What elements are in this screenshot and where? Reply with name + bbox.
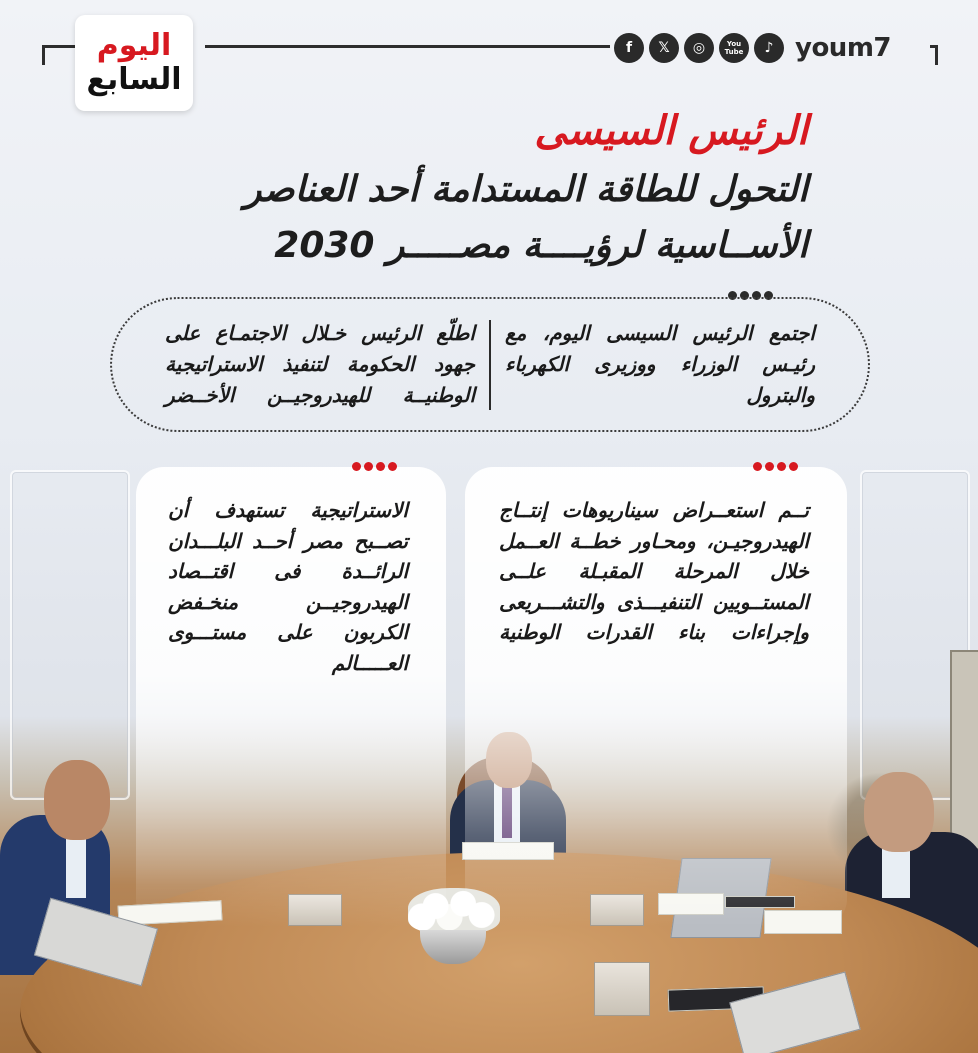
- facebook-icon[interactable]: f: [614, 33, 644, 63]
- headline-line-2: الأســاسية لرؤيــــة مصـــــر 2030: [274, 225, 808, 266]
- nameplate-3: [594, 962, 650, 1016]
- card-right-text: تــم استعــراض سيناريوهات إنتــاج الهيدروجيـن، ومحـاور خطــة العــمل خلال المرحلة المقبـلة علــى المستــويين التنفيـــذى والتشـــريعى وإجراءات بناء القدرات الوطنية: [499, 498, 809, 644]
- social-links: [614, 30, 891, 66]
- instagram-icon[interactable]: ◎: [684, 33, 714, 63]
- frame-corner-left: [42, 45, 45, 65]
- door: [950, 650, 978, 850]
- tiktok-icon[interactable]: ♪: [754, 33, 784, 63]
- card-right-dots: [753, 462, 798, 471]
- logo-line-1: اليوم: [96, 28, 172, 63]
- card-right: [465, 467, 847, 927]
- card-left: [136, 467, 446, 927]
- card-left-text: الاستراتيجية تستهدف أن تصــبح مصر أحــد البلـــدان الرائــدة فى اقتــصاد الهيدروجيــن منخـفض الكربون على مستـــوى العـــــالم: [168, 498, 408, 675]
- info-divider: [489, 320, 491, 410]
- title-block: [108, 100, 808, 274]
- youm7-logo[interactable]: [75, 15, 193, 111]
- x-icon[interactable]: 𝕏: [649, 33, 679, 63]
- frame-corner-right: [935, 45, 938, 65]
- headline-line-1: التحول للطاقة المستدامة أحد العناصر: [244, 169, 808, 210]
- brand-name: youm7: [795, 33, 892, 63]
- info-text-left: اطلّع الرئيس خـلال الاجتمـاع على جهود الحكومة لتنفيذ الاستراتيجية الوطنيــة للهيدروجيــن الأخــضر: [165, 321, 475, 407]
- youtube-icon[interactable]: You Tube: [719, 33, 749, 63]
- logo-line-2: السابع: [86, 62, 182, 97]
- wall-panel-left: [10, 470, 130, 800]
- president-title: الرئيس السيسى: [534, 108, 808, 154]
- info-text-right: اجتمع الرئيس السيسى اليوم، مع رئيـس الوزراء ووزيرى الكهرباء والبترول: [505, 321, 815, 407]
- card-left-dots: [352, 462, 397, 471]
- header-rule-middle: [205, 45, 610, 48]
- info-box: [110, 297, 870, 432]
